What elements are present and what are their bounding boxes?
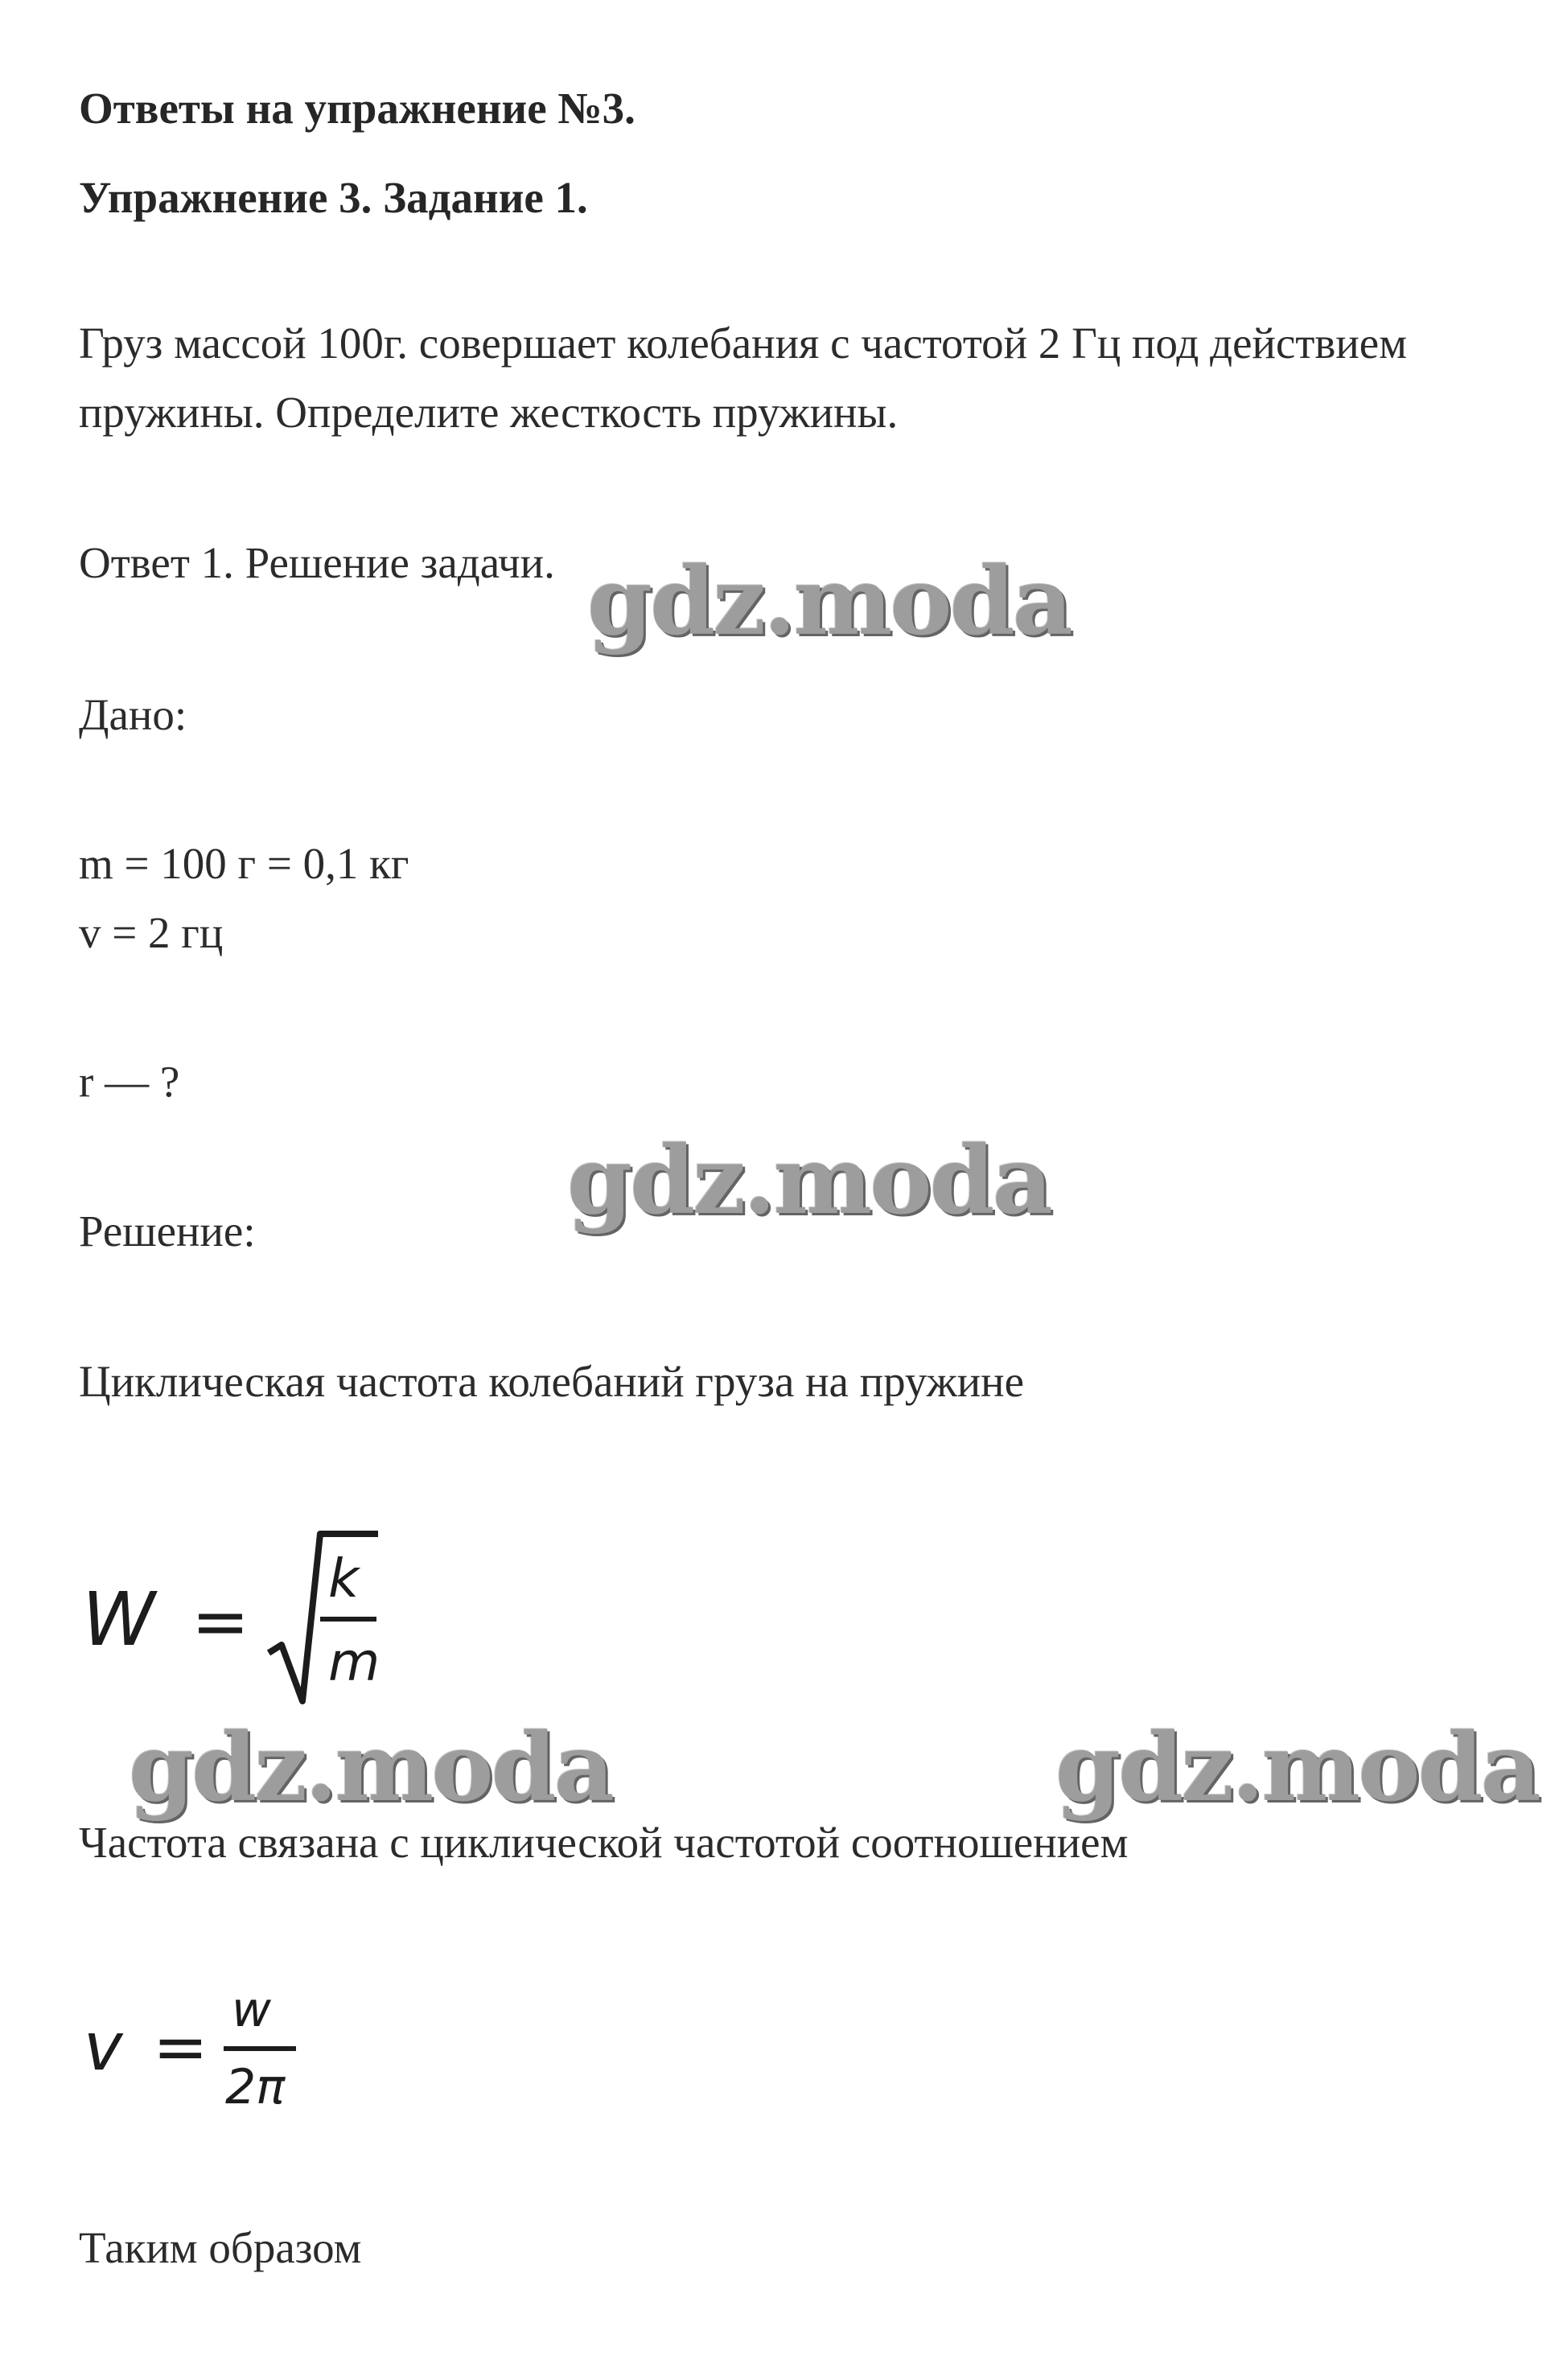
formula1-lhs: W (82, 1576, 155, 1663)
cyclic-frequency-text: Циклическая частота колебаний груза на пружине (79, 1357, 1024, 1406)
formula2-denominator: 2π (225, 2059, 286, 2115)
watermark-logo: gdz.moda (1055, 1713, 1539, 1823)
given-frequency: v = 2 гц (79, 908, 224, 957)
conclusion-text: Таким образом (79, 2223, 362, 2272)
page-title: Ответы на упражнение №3. (79, 84, 635, 133)
formula1-numerator: k (328, 1548, 360, 1609)
formula2-lhs: v (84, 2009, 123, 2086)
formula2-numerator: w (232, 1982, 272, 2038)
given-label: Дано: (79, 690, 187, 739)
formula1-equals: = (191, 1581, 250, 1662)
watermark-logo: gdz.moda (567, 1126, 1051, 1235)
watermark-logo: gdz.moda (129, 1713, 612, 1823)
solution-label: Решение: (79, 1206, 256, 1256)
exercise-title: Упражнение 3. Задание 1. (79, 173, 588, 222)
problem-line-1: Груз массой 100г. совершает колебания с частотой 2 Гц под действием (79, 319, 1408, 368)
relation-text: Частота связана с циклической частотой соотношением (79, 1818, 1129, 1867)
answer-label: Ответ 1. Решение задачи. (79, 538, 555, 587)
problem-line-2: пружины. Определите жесткость пружины. (79, 388, 899, 437)
formula-cyclic-frequency (79, 1524, 401, 1721)
formula1-denominator: m (328, 1631, 380, 1693)
formula-frequency-relation (79, 1975, 320, 2140)
given-mass: m = 100 г = 0,1 кг (79, 839, 409, 888)
given-unknown: r — ? (79, 1057, 180, 1106)
formula2-equals: = (153, 2009, 208, 2086)
watermark-logo: gdz.moda (587, 547, 1071, 656)
